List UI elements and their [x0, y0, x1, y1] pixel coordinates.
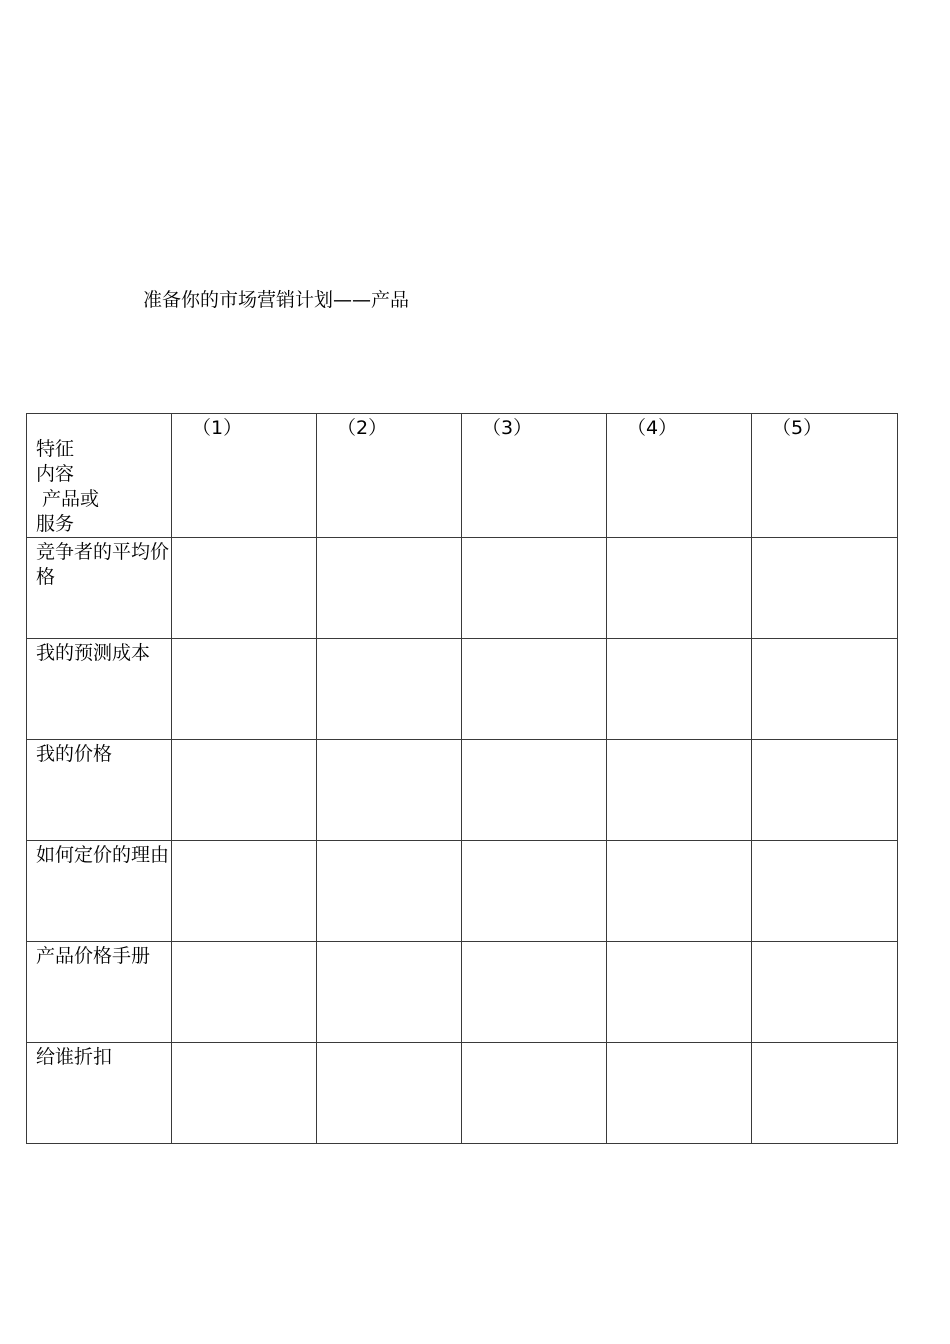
row-label: 竞争者的平均价格	[27, 538, 172, 639]
table-cell[interactable]	[607, 740, 752, 841]
table-cell[interactable]	[462, 942, 607, 1043]
table-header-row	[27, 414, 898, 538]
table-cell[interactable]	[462, 639, 607, 740]
table-cell[interactable]	[607, 1043, 752, 1144]
column-header-1: （1）	[172, 414, 317, 538]
table-cell[interactable]	[317, 639, 462, 740]
table-cell[interactable]	[172, 538, 317, 639]
feature-header-line: 特征	[36, 438, 75, 460]
table-cell[interactable]	[317, 740, 462, 841]
feature-header-line: 产品或	[36, 488, 100, 510]
table-cell[interactable]	[462, 841, 607, 942]
row-label: 我的价格	[27, 740, 172, 841]
column-header-4: （4）	[607, 414, 752, 538]
table-cell[interactable]	[462, 538, 607, 639]
table-cell[interactable]	[752, 740, 898, 841]
table-cell[interactable]	[607, 639, 752, 740]
table-cell[interactable]	[317, 538, 462, 639]
table-row	[27, 942, 898, 1043]
feature-header-cell	[27, 414, 172, 538]
row-label: 我的预测成本	[27, 639, 172, 740]
table-cell[interactable]	[462, 1043, 607, 1144]
table-row	[27, 841, 898, 942]
table-cell[interactable]	[172, 1043, 317, 1144]
table-cell[interactable]	[172, 639, 317, 740]
table-cell[interactable]	[752, 841, 898, 942]
table-cell[interactable]	[317, 942, 462, 1043]
table-cell[interactable]	[462, 740, 607, 841]
feature-header-line: 服务	[36, 513, 75, 535]
row-label: 给谁折扣	[27, 1043, 172, 1144]
table-cell[interactable]	[172, 740, 317, 841]
table-cell[interactable]	[317, 841, 462, 942]
table-row	[27, 538, 898, 639]
column-header-3: （3）	[462, 414, 607, 538]
page-title: 准备你的市场营销计划——产品	[143, 289, 410, 311]
feature-header-line: 内容	[36, 463, 75, 485]
table-cell[interactable]	[607, 942, 752, 1043]
column-header-5: （5）	[752, 414, 898, 538]
table-cell[interactable]	[172, 841, 317, 942]
table-row	[27, 1043, 898, 1144]
table-cell[interactable]	[172, 942, 317, 1043]
row-label: 如何定价的理由	[27, 841, 172, 942]
table-cell[interactable]	[752, 942, 898, 1043]
row-label: 产品价格手册	[27, 942, 172, 1043]
marketing-plan-table	[26, 413, 898, 1144]
table-cell[interactable]	[607, 841, 752, 942]
table-cell[interactable]	[752, 538, 898, 639]
table-cell[interactable]	[607, 538, 752, 639]
table-row	[27, 639, 898, 740]
table-row	[27, 740, 898, 841]
column-header-2: （2）	[317, 414, 462, 538]
table-cell[interactable]	[752, 639, 898, 740]
table-cell[interactable]	[752, 1043, 898, 1144]
table-cell[interactable]	[317, 1043, 462, 1144]
